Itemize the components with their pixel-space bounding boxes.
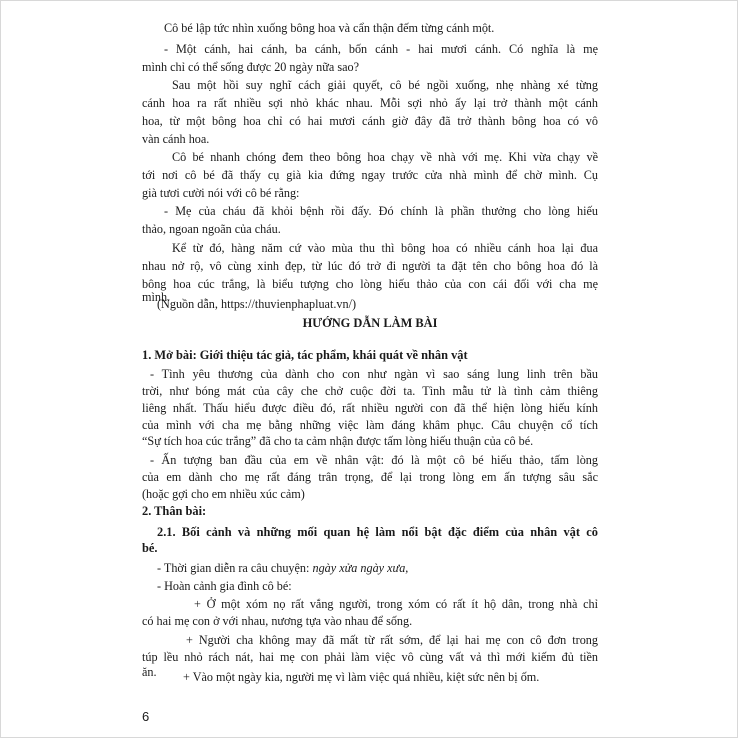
story-line: - Một cánh, hai cánh, ba cánh, bốn cánh - hai mươi cánh. Có nghĩa là mẹ [164, 42, 598, 56]
body-line: túp lều nhỏ rách nát, hai mẹ con phải làm việc vô cùng vất vả thì mới kiếm đủ tiền [142, 650, 598, 664]
body-line: - Tình yêu thương của dành cho con như ngàn vì sao sáng lung linh trên bầu [150, 367, 598, 381]
story-line: - Mẹ của cháu đã khỏi bệnh rồi đấy. Đó chính là phần thưởng cho lòng hiếu [164, 204, 598, 218]
body-line: trời, như bóng mát của cây che chở cuộc đời ta. Tình mẫu tử là tình cảm thiêng [142, 384, 598, 398]
body-line: ăn. [142, 665, 157, 679]
story-line: mình chỉ có thể sống được 20 ngày nữa sao? [142, 60, 359, 74]
body-line: có hai mẹ con ở với nhau, nương tựa vào nhau để sống. [142, 614, 413, 628]
subsection-heading: bé. [142, 541, 158, 555]
source-note: (Nguồn dẫn, https://thuvienphapluat.vn/) [157, 297, 357, 311]
body-line: - Ấn tượng ban đầu của em về nhân vật: đó là một cô bé hiếu thảo, tấm lòng [150, 453, 598, 467]
story-line: vàn cánh hoa. [142, 132, 210, 146]
body-line: + Người cha không may đã mất từ rất sớm, để lại hai mẹ con cô đơn trong [186, 633, 598, 647]
page-number: 6 [142, 709, 150, 724]
story-line: Kể từ đó, hàng năm cứ vào mùa thu thì bông hoa có nhiều cánh hoa lại đua [172, 241, 598, 255]
story-line: hoa, từ một bông hoa chỉ có hai mươi cánh giờ đây đã trở thành bông hoa có vô [142, 114, 598, 128]
story-line: Sau một hồi suy nghĩ cách giải quyết, cô bé ngồi xuống, nhẹ nhàng xé từng [172, 78, 598, 92]
story-line: thảo, ngoan ngoãn của cháu. [142, 222, 281, 236]
section-heading: 1. Mở bài: Giới thiệu tác giả, tác phẩm, khái quát về nhân vật [142, 348, 468, 362]
body-line: + Vào một ngày kia, người mẹ vì làm việc quá nhiều, kiệt sức nên bị ốm. [183, 670, 540, 684]
body-line [157, 561, 408, 576]
body-line: của em dành cho mẹ rất đáng trân trọng, để lại trong lòng em ấn tượng sâu sắc [142, 470, 598, 484]
story-line: bông hoa cúc trắng, là biểu tượng cho lòng hiếu thảo của con cái đối với cha mẹ [142, 277, 598, 291]
body-line: “Sự tích hoa cúc trắng” đã cho ta cảm nhận được tấm lòng hiếu thuận của cô bé. [142, 434, 534, 448]
story-line: già tươi cười nói với cô bé rằng: [142, 186, 300, 200]
subsection-heading: 2.1. Bối cảnh và những mối quan hệ làm nổi bật đặc điểm của nhân vật cô [157, 525, 598, 539]
story-line: cánh hoa ra rất nhiều sợi nhỏ khác nhau. Mỗi sợi nhỏ ấy lại trở thành một cánh [142, 96, 598, 110]
story-line: Cô bé nhanh chóng đem theo bông hoa chạy về nhà với mẹ. Khi vừa chạy về [172, 150, 598, 164]
body-line: - Hoàn cảnh gia đình cô bé: [157, 579, 292, 593]
time-value: ngày xửa ngày xưa, [312, 561, 409, 575]
story-line: tới nơi cô bé đã thấy cụ già kia đứng ngay trước cửa nhà mình để chờ mình. Cụ [142, 168, 598, 182]
body-line: liêng nhất. Thấu hiểu được điều đó, rất nhiều người con đã thể hiện lòng hiếu kính [142, 401, 598, 415]
section-heading: 2. Thân bài: [142, 504, 207, 518]
story-line: nhau nở rộ, vô cùng xinh đẹp, từ lúc đó trở đi người ta đặt tên cho bông hoa đó là [142, 259, 598, 273]
time-label: - Thời gian diễn ra câu chuyện: [157, 561, 313, 575]
body-line: (hoặc gợi cho em nhiều xúc cảm) [142, 487, 305, 501]
body-line: của mình với cha mẹ bằng những việc làm đáng khâm phục. Câu chuyện cổ tích [142, 418, 598, 432]
story-line: mình. [142, 290, 171, 304]
story-line: Cô bé lập tức nhìn xuống bông hoa và cẩn thận đếm từng cánh một. [164, 21, 495, 35]
guide-title: HƯỚNG DẪN LÀM BÀI [302, 316, 438, 330]
body-line: + Ở một xóm nọ rất vắng người, trong xóm có rất ít hộ dân, trong nhà chỉ [194, 597, 598, 611]
